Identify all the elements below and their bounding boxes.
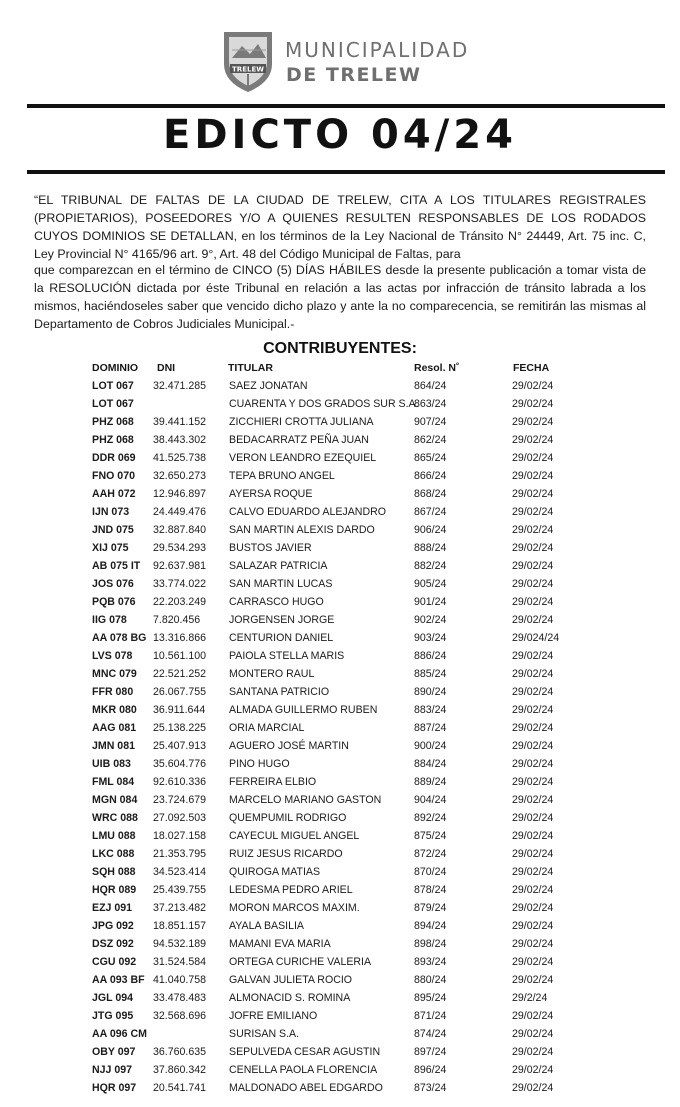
resol-cell: 898/24 <box>414 938 447 950</box>
fecha-cell: 29/02/24 <box>512 920 554 932</box>
titular-cell: AYALA BASILIA <box>229 920 304 932</box>
dominio-cell: XIJ 075 <box>92 542 129 554</box>
dni-cell: 41.525.738 <box>153 452 207 464</box>
fecha-cell: 29/02/24 <box>512 524 554 536</box>
resol-cell: 882/24 <box>414 560 447 572</box>
titular-cell: BEDACARRATZ PEÑA JUAN <box>229 434 369 446</box>
resol-cell: 887/24 <box>414 722 447 734</box>
fecha-cell: 29/02/24 <box>512 848 554 860</box>
dominio-cell: LOT 067 <box>92 398 134 410</box>
dni-cell: 32.471.285 <box>153 380 207 392</box>
dominio-cell: PQB 076 <box>92 596 136 608</box>
brand-line-2: DE TRELEW <box>286 64 422 86</box>
table-row <box>0 758 680 776</box>
fecha-cell: 29/02/24 <box>512 974 554 986</box>
fecha-cell: 29/02/24 <box>512 956 554 968</box>
resol-cell: 906/24 <box>414 524 447 536</box>
dni-cell: 25.439.755 <box>153 884 207 896</box>
table-row <box>0 380 680 398</box>
dni-cell: 22.521.252 <box>153 668 207 680</box>
dni-cell: 22.203.249 <box>153 596 207 608</box>
resol-cell: 893/24 <box>414 956 447 968</box>
fecha-cell: 29/02/24 <box>512 560 554 572</box>
dni-cell: 36.911.644 <box>153 704 206 716</box>
titular-cell: FERREIRA ELBIO <box>229 776 317 788</box>
fecha-cell: 29/02/24 <box>512 1028 554 1040</box>
dni-cell: 18.851.157 <box>153 920 207 932</box>
dominio-cell: JMN 081 <box>92 740 135 752</box>
resol-cell: 862/24 <box>414 434 447 446</box>
title-rule-bottom <box>27 170 665 174</box>
dni-cell: 10.561.100 <box>153 650 207 662</box>
resol-cell: 886/24 <box>414 650 447 662</box>
table-row <box>0 632 680 650</box>
fecha-cell: 29/02/24 <box>512 578 554 590</box>
table-row <box>0 560 680 578</box>
dominio-cell: IJN 073 <box>92 506 130 518</box>
titular-cell: JORGENSEN JORGE <box>229 614 335 626</box>
fecha-cell: 29/02/24 <box>512 938 554 950</box>
resol-cell: 866/24 <box>414 470 447 482</box>
titular-cell: MONTERO RAUL <box>229 668 315 680</box>
fecha-cell: 29/02/24 <box>512 884 554 896</box>
dominio-cell: EZJ 091 <box>92 902 133 914</box>
dominio-cell: PHZ 068 <box>92 416 134 428</box>
dni-cell: 29.534.293 <box>153 542 207 554</box>
dni-cell: 32.887.840 <box>153 524 207 536</box>
table-row <box>0 542 680 560</box>
titular-cell: BUSTOS JAVIER <box>229 542 312 554</box>
dominio-cell: JPG 092 <box>92 920 134 932</box>
fecha-cell: 29/02/24 <box>512 776 554 788</box>
resol-cell: 894/24 <box>414 920 447 932</box>
titular-cell: ORTEGA CURICHE VALERIA <box>229 956 372 968</box>
resol-cell: 864/24 <box>414 380 447 392</box>
table-header <box>0 362 680 380</box>
dominio-cell: PHZ 068 <box>92 434 134 446</box>
summons-paragraph: que comparezcan en el término de CINCO (5) DÍAS HÁBILES desde la presente publicación a tomar vista de la RESOLUCIÓN dictada por éste Tribunal en relación a las actas por infracción de tránsito labrada a los mismos, haciéndoseles saber que vencido dicho plazo y ante la no comparecencia, se remitirán las mismas al Departamento de Cobros Judiciales Municipal.- <box>34 263 646 331</box>
fecha-cell: 29/02/24 <box>512 758 554 770</box>
logo-text: TRELEW <box>232 65 264 74</box>
dominio-cell: UIB 083 <box>92 758 131 770</box>
table-row <box>0 578 680 596</box>
resol-cell: 890/24 <box>414 686 447 698</box>
fecha-cell: 29/02/24 <box>512 1064 554 1076</box>
fecha-cell: 29/02/24 <box>512 650 554 662</box>
dominio-cell: DSZ 092 <box>92 938 134 950</box>
dominio-cell: MKR 080 <box>92 704 137 716</box>
titular-cell: MAMANI EVA MARIA <box>229 938 331 950</box>
fecha-cell: 29/02/24 <box>512 542 554 554</box>
resol-cell: 879/24 <box>414 902 447 914</box>
titular-cell: SALAZAR PATRICIA <box>229 560 328 572</box>
brand-line-1: MUNICIPALIDAD <box>285 38 470 62</box>
fecha-cell: 29/02/24 <box>512 380 554 392</box>
titular-cell: SANTANA PATRICIO <box>229 686 330 698</box>
fecha-cell: 29/02/24 <box>512 794 554 806</box>
dni-cell: 32.568.696 <box>153 1010 207 1022</box>
table-title: CONTRIBUYENTES: <box>263 340 417 357</box>
titular-cell: SURISAN S.A. <box>229 1028 300 1040</box>
dominio-cell: IIG 078 <box>92 614 127 626</box>
fecha-cell: 29/02/24 <box>512 434 554 446</box>
table-row <box>0 614 680 632</box>
table-row <box>0 704 680 722</box>
resol-cell: 907/24 <box>414 416 447 428</box>
resol-cell: 895/24 <box>414 992 447 1004</box>
dominio-cell: AB 075 IT <box>92 560 141 572</box>
dominio-cell: AAG 081 <box>92 722 137 734</box>
dominio-cell: FML 084 <box>92 776 135 788</box>
titular-cell: LEDESMA PEDRO ARIEL <box>229 884 353 896</box>
resol-cell: 892/24 <box>414 812 447 824</box>
fecha-cell: 29/02/24 <box>512 488 554 500</box>
table-row <box>0 974 680 992</box>
resol-cell: 868/24 <box>414 488 447 500</box>
table-row <box>0 488 680 506</box>
resol-cell: 878/24 <box>414 884 447 896</box>
resol-cell: 883/24 <box>414 704 447 716</box>
table-row <box>0 1010 680 1028</box>
fecha-cell: 29/02/24 <box>512 668 554 680</box>
table-row <box>0 668 680 686</box>
header-dominio: DOMINIO <box>92 362 139 374</box>
titular-cell: CALVO EDUARDO ALEJANDRO <box>229 506 386 518</box>
header-fecha: FECHA <box>513 362 550 374</box>
dominio-cell: LKC 088 <box>92 848 135 860</box>
dni-cell: 25.138.225 <box>153 722 207 734</box>
trelew-shield-logo <box>220 28 276 94</box>
header-resol: Resol. N˚ <box>414 362 460 374</box>
table-row <box>0 686 680 704</box>
titular-cell: GALVAN JULIETA ROCIO <box>229 974 353 986</box>
dni-cell: 38.443.302 <box>153 434 207 446</box>
title-rule-top <box>27 104 665 108</box>
fecha-cell: 29/02/24 <box>512 812 554 824</box>
table-row <box>0 1082 680 1100</box>
titular-cell: AYERSA ROQUE <box>229 488 313 500</box>
resol-cell: 900/24 <box>414 740 447 752</box>
titular-cell: CARRASCO HUGO <box>229 596 324 608</box>
fecha-cell: 29/02/24 <box>512 506 554 518</box>
dni-cell: 21.353.795 <box>153 848 207 860</box>
dominio-cell: HQR 089 <box>92 884 137 896</box>
resol-cell: 863/24 <box>414 398 447 410</box>
dominio-cell: DDR 069 <box>92 452 136 464</box>
dominio-cell: LVS 078 <box>92 650 133 662</box>
table-row <box>0 1046 680 1064</box>
table-row <box>0 434 680 452</box>
resol-cell: 872/24 <box>414 848 447 860</box>
resol-cell: 867/24 <box>414 506 447 518</box>
dominio-cell: SQH 088 <box>92 866 136 878</box>
fecha-cell: 29/02/24 <box>512 686 554 698</box>
header-titular: TITULAR <box>228 362 273 374</box>
dominio-cell: AA 093 BF <box>92 974 145 986</box>
dni-cell: 37.213.482 <box>153 902 207 914</box>
titular-cell: MARCELO MARIANO GASTON <box>229 794 382 806</box>
titular-cell: SAEZ JONATAN <box>229 380 308 392</box>
table-row <box>0 722 680 740</box>
dominio-cell: WRC 088 <box>92 812 138 824</box>
dominio-cell: JOS 076 <box>92 578 134 590</box>
titular-cell: ALMADA GUILLERMO RUBEN <box>229 704 378 716</box>
dni-cell: 23.724.679 <box>153 794 207 806</box>
resol-cell: 884/24 <box>414 758 447 770</box>
table-row <box>0 848 680 866</box>
fecha-cell: 29/024/24 <box>512 632 560 644</box>
table-row <box>0 866 680 884</box>
titular-cell: AGUERO JOSÉ MARTIN <box>229 740 349 752</box>
titular-cell: CUARENTA Y DOS GRADOS SUR S.A. <box>229 398 419 410</box>
resol-cell: 897/24 <box>414 1046 447 1058</box>
titular-cell: QUEMPUMIL RODRIGO <box>229 812 347 824</box>
resol-cell: 904/24 <box>414 794 447 806</box>
table-row <box>0 902 680 920</box>
dominio-cell: JND 075 <box>92 524 134 536</box>
dominio-cell: JTG 095 <box>92 1010 134 1022</box>
header-dni: DNI <box>157 362 176 374</box>
table-row <box>0 1028 680 1046</box>
dni-cell: 33.774.022 <box>153 578 207 590</box>
resol-cell: 870/24 <box>414 866 447 878</box>
fecha-cell: 29/02/24 <box>512 722 554 734</box>
table-row <box>0 920 680 938</box>
dni-cell: 31.524.584 <box>153 956 207 968</box>
resol-cell: 873/24 <box>414 1082 447 1094</box>
fecha-cell: 29/02/24 <box>512 1046 554 1058</box>
table-row <box>0 398 680 416</box>
table-row <box>0 452 680 470</box>
dni-cell: 94.532.189 <box>153 938 207 950</box>
dominio-cell: OBY 097 <box>92 1046 136 1058</box>
dni-cell: 41.040.758 <box>153 974 207 986</box>
table-row <box>0 776 680 794</box>
fecha-cell: 29/02/24 <box>512 866 554 878</box>
table-row <box>0 524 680 542</box>
dni-cell: 12.946.897 <box>153 488 207 500</box>
dni-cell: 33.478.483 <box>153 992 207 1004</box>
dni-cell: 34.523.414 <box>153 866 207 878</box>
dominio-cell: LOT 067 <box>92 380 134 392</box>
table-row <box>0 416 680 434</box>
resol-cell: 874/24 <box>414 1028 447 1040</box>
titular-cell: ORIA MARCIAL <box>229 722 305 734</box>
dni-cell: 36.760.635 <box>153 1046 207 1058</box>
titular-cell: CENELLA PAOLA FLORENCIA <box>229 1064 378 1076</box>
dni-cell: 7.820.456 <box>153 614 201 626</box>
table-row <box>0 470 680 488</box>
resol-cell: 880/24 <box>414 974 447 986</box>
table-row <box>0 884 680 902</box>
fecha-cell: 29/02/24 <box>512 1010 554 1022</box>
dni-cell: 25.407.913 <box>153 740 207 752</box>
fecha-cell: 29/02/24 <box>512 596 554 608</box>
fecha-cell: 29/02/24 <box>512 614 554 626</box>
resol-cell: 905/24 <box>414 578 447 590</box>
fecha-cell: 29/02/24 <box>512 740 554 752</box>
titular-cell: QUIROGA MATIAS <box>229 866 321 878</box>
table-row <box>0 812 680 830</box>
fecha-cell: 29/02/24 <box>512 416 554 428</box>
page-title: EDICTO 04/24 <box>163 112 517 158</box>
table-row <box>0 506 680 524</box>
dni-cell: 13.316.866 <box>153 632 207 644</box>
header <box>0 22 680 102</box>
resol-cell: 865/24 <box>414 452 447 464</box>
fecha-cell: 29/02/24 <box>512 704 554 716</box>
resol-cell: 888/24 <box>414 542 447 554</box>
titular-cell: PINO HUGO <box>229 758 290 770</box>
dominio-cell: JGL 094 <box>92 992 134 1004</box>
intro-paragraph: “EL TRIBUNAL DE FALTAS DE LA CIUDAD DE TRELEW, CITA A LOS TITULARES REGISTRALES (PROPIETARIOS), POSEEDORES Y/O A QUIENES RESULTEN RESPONSABLES DE LOS RODADOS CUYOS DOMINIOS SE DETALLAN, en los términos de la Ley Nacional de Tránsito N° 24449, Art. 75 inc. C, Ley Provincial N° 4165/96 art. 9°, Art. 48 del Código Municipal de Faltas, para <box>34 193 646 261</box>
dni-cell: 37.860.342 <box>153 1064 207 1076</box>
titular-cell: VERON LEANDRO EZEQUIEL <box>229 452 377 464</box>
dni-cell: 35.604.776 <box>153 758 207 770</box>
resol-cell: 901/24 <box>414 596 447 608</box>
dominio-cell: CGU 092 <box>92 956 137 968</box>
fecha-cell: 29/02/24 <box>512 1082 554 1094</box>
dni-cell: 39.441.152 <box>153 416 207 428</box>
dominio-cell: LMU 088 <box>92 830 136 842</box>
dominio-cell: AA 078 BG <box>92 632 147 644</box>
table-row <box>0 650 680 668</box>
resol-cell: 871/24 <box>414 1010 447 1022</box>
titular-cell: ZICCHIERI CROTTA JULIANA <box>229 416 374 428</box>
table-row <box>0 1064 680 1082</box>
dominio-cell: AA 096 CM <box>92 1028 147 1040</box>
titular-cell: RUIZ JESUS RICARDO <box>229 848 343 860</box>
dominio-cell: HQR 097 <box>92 1082 137 1094</box>
resol-cell: 875/24 <box>414 830 447 842</box>
resol-cell: 885/24 <box>414 668 447 680</box>
titular-cell: JOFRE EMILIANO <box>229 1010 318 1022</box>
dominio-cell: NJJ 097 <box>92 1064 133 1076</box>
titular-cell: MALDONADO ABEL EDGARDO <box>229 1082 383 1094</box>
fecha-cell: 29/02/24 <box>512 470 554 482</box>
dominio-cell: FFR 080 <box>92 686 134 698</box>
table-row <box>0 830 680 848</box>
dominio-cell: FNO 070 <box>92 470 135 482</box>
dni-cell: 20.541.741 <box>153 1082 207 1094</box>
titular-cell: PAIOLA STELLA MARIS <box>229 650 345 662</box>
dni-cell: 92.637.981 <box>153 560 207 572</box>
fecha-cell: 29/02/24 <box>512 452 554 464</box>
dni-cell: 32.650.273 <box>153 470 207 482</box>
dominio-cell: MNC 079 <box>92 668 137 680</box>
titular-cell: SAN MARTIN LUCAS <box>229 578 333 590</box>
titular-cell: MORON MARCOS MAXIM. <box>229 902 360 914</box>
fecha-cell: 29/02/24 <box>512 398 554 410</box>
dni-cell: 26.067.755 <box>153 686 207 698</box>
table-row <box>0 992 680 1010</box>
fecha-cell: 29/02/24 <box>512 830 554 842</box>
dni-cell: 18.027.158 <box>153 830 207 842</box>
titular-cell: TEPA BRUNO ANGEL <box>229 470 335 482</box>
dominio-cell: MGN 084 <box>92 794 138 806</box>
titular-cell: CAYECUL MIGUEL ANGEL <box>229 830 360 842</box>
resol-cell: 903/24 <box>414 632 447 644</box>
resol-cell: 902/24 <box>414 614 447 626</box>
dni-cell: 27.092.503 <box>153 812 207 824</box>
table-row <box>0 794 680 812</box>
table-row <box>0 740 680 758</box>
table-row <box>0 938 680 956</box>
table-row <box>0 596 680 614</box>
titular-cell: SEPULVEDA CESAR AGUSTIN <box>229 1046 381 1058</box>
table-row <box>0 956 680 974</box>
titular-cell: CENTURION DANIEL <box>229 632 334 644</box>
titular-cell: ALMONACID S. ROMINA <box>229 992 351 1004</box>
fecha-cell: 29/02/24 <box>512 902 554 914</box>
fecha-cell: 29/2/24 <box>512 992 548 1004</box>
dni-cell: 92.610.336 <box>153 776 207 788</box>
dominio-cell: AAH 072 <box>92 488 136 500</box>
resol-cell: 889/24 <box>414 776 447 788</box>
resol-cell: 896/24 <box>414 1064 447 1076</box>
titular-cell: SAN MARTIN ALEXIS DARDO <box>229 524 375 536</box>
dni-cell: 24.449.476 <box>153 506 207 518</box>
